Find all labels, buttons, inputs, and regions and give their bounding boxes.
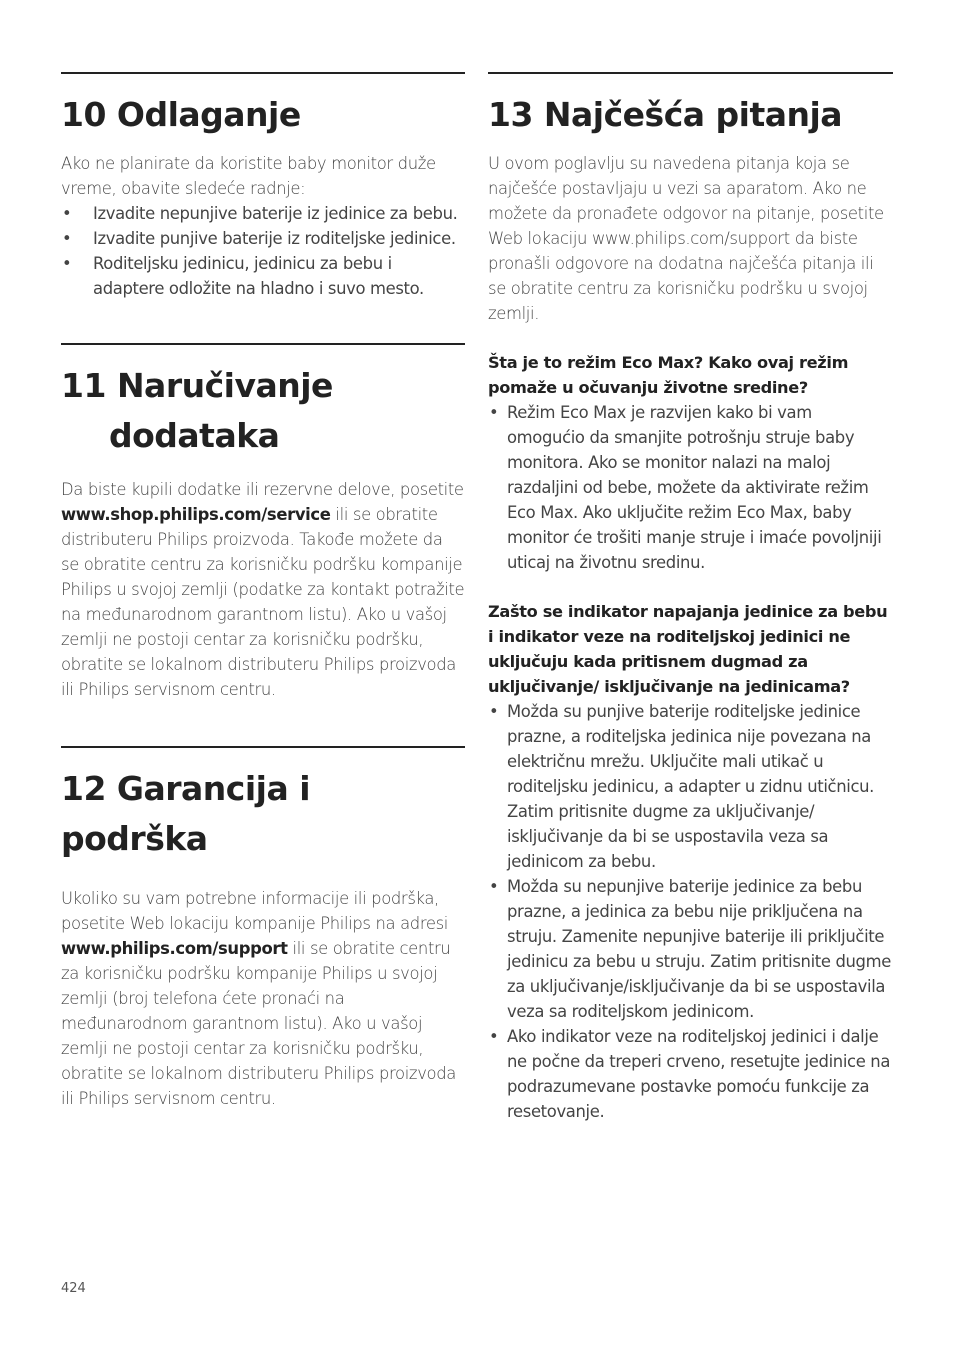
faq-answer xyxy=(488,1024,893,1124)
list-item xyxy=(61,201,465,226)
section-title-narucivanje xyxy=(61,361,465,461)
list-item-text: Roditeljsku jedinicu, jedinicu za bebu i adaptere odložite na hladno i suvo mesto. xyxy=(93,254,424,298)
left-column xyxy=(61,72,465,1111)
bullet-list xyxy=(61,201,465,301)
bullet-icon: • xyxy=(489,1027,499,1046)
section-title-line: dodataka xyxy=(109,416,280,455)
right-column xyxy=(488,72,893,1124)
bullet-icon: • xyxy=(62,254,72,273)
faq-answer xyxy=(488,400,893,575)
bullet-icon: • xyxy=(489,877,499,896)
bullet-icon: • xyxy=(489,403,499,422)
list-item xyxy=(61,251,465,301)
section-paragraph xyxy=(61,886,465,1111)
list-item-text: Izvadite nepunjive baterije iz jedinice za bebu. xyxy=(93,204,458,223)
section-title-line: Naručivanje xyxy=(116,366,333,405)
faq-answer xyxy=(488,699,893,874)
faq-answer-text: Ako indikator veze na roditeljskoj jedinici i dalje ne počne da treperi crveno, resetujte jedinice na podrazumevane postavke pomoću funkcije za resetovanje. xyxy=(507,1027,891,1121)
section-intro: Ako ne planirate da koristite baby monitor duže vreme, obavite sledeće radnje: xyxy=(61,154,436,198)
section-divider xyxy=(61,343,465,345)
bullet-icon: • xyxy=(489,702,499,721)
section-title-najcesca-pitanja: 13 Najčešća pitanja xyxy=(488,95,843,134)
section-number: 11 xyxy=(61,366,106,405)
faq-answers xyxy=(488,400,893,575)
list-item-text: Izvadite punjive baterije iz roditeljske jedinice. xyxy=(93,229,456,248)
support-link[interactable]: www.philips.com/support xyxy=(61,939,288,958)
faq-question: Šta je to režim Eco Max? Kako ovaj režim pomaže u očuvanju životne sredine? xyxy=(488,353,849,397)
paragraph-text: ili se obratite distributeru Philips proizvoda. Takođe možete da se obratite centru za korisničku podršku kompanije Philips u svojoj zemlji (podatke za kontakt potražite na međunarodnom garantnom listu). Ako u vašoj zemlji ne postoji centar za korisničku podršku, obratite se lokalnom distributeru Philips proizvoda ili Philips servisnom centru. xyxy=(61,505,465,699)
section-divider xyxy=(488,72,893,74)
shop-link[interactable]: www.shop.philips.com/service xyxy=(61,505,331,524)
faq-question: Zašto se indikator napajanja jedinice za bebu i indikator veze na roditeljskoj jedinici ne uključuju kada pritisnem dugmad za uključivanje/ isključivanje na jedinicama? xyxy=(488,602,888,696)
bullet-icon: • xyxy=(62,229,72,248)
list-item xyxy=(61,226,465,251)
faq-answer xyxy=(488,874,893,1024)
paragraph-text: Da biste kupili dodatke ili rezervne delove, posetite xyxy=(61,480,464,499)
section-divider xyxy=(61,72,465,74)
section-divider xyxy=(61,746,465,748)
page-number: 424 xyxy=(61,1281,86,1296)
paragraph-text: Ukoliko su vam potrebne informacije ili podrška, posetite Web lokaciju kompanije Philips na adresi xyxy=(61,889,448,933)
section-paragraph xyxy=(61,477,465,702)
faq-answers xyxy=(488,699,893,1124)
faq-answer-text: Možda su nepunjive baterije jedinice za bebu prazne, a jedinica za bebu nije priključena na struju. Zamenite nepunjive baterije ili priključite jedinicu za bebu u struju. Zatim pritisnite dugme za uključivanje/isključivanje da bi se uspostavila veza sa roditeljskom jedinicom. xyxy=(507,877,891,1021)
paragraph-text: ili se obratite centru za korisničku podršku kompanije Philips u svojoj zemlji (broj telefona ćete pronaći na međunarodnom garantnom listu). Ako u vašoj zemlji ne postoji centar za korisničku podršku, obratite se lokalnom distributeru Philips proizvoda ili Philips servisnom centru. xyxy=(61,939,456,1108)
section-intro: U ovom poglavlju su navedena pitanja koja se najčešće postavljaju u vezi sa aparatom. Ako ne možete da pronađete odgovor na pitanje, posetite Web lokaciju www.philips.com/support da biste pronašli odgovore na dodatna najčešća pitanja ili se obratite centru za korisničku podršku u svojoj zemlji. xyxy=(488,154,884,323)
section-title-garancija: 12 Garancija i podrška xyxy=(61,769,311,858)
section-title-odlaganje: 10 Odlaganje xyxy=(61,95,301,134)
bullet-icon: • xyxy=(62,204,72,223)
faq-answer-text: Možda su punjive baterije roditeljske jedinice prazne, a roditeljska jedinica nije povezana na električnu mrežu. Uključite mali utikač u roditeljsku jedinicu, a adapter u zidnu utičnicu. Zatim pritisnite dugme za uključivanje/ isključivanje da bi se uspostavila veza sa jedinicom za bebu. xyxy=(507,702,875,871)
faq-answer-text: Režim Eco Max je razvijen kako bi vam omogućio da smanjite potrošnju struje baby monitora. Ako se monitor nalazi na maloj razdaljini od bebe, možete da aktivirate režim Eco Max. Ako uključite režim Eco Max, baby monitor će trošiti manje struje i imaće povoljniji uticaj na životnu sredinu. xyxy=(507,403,882,572)
